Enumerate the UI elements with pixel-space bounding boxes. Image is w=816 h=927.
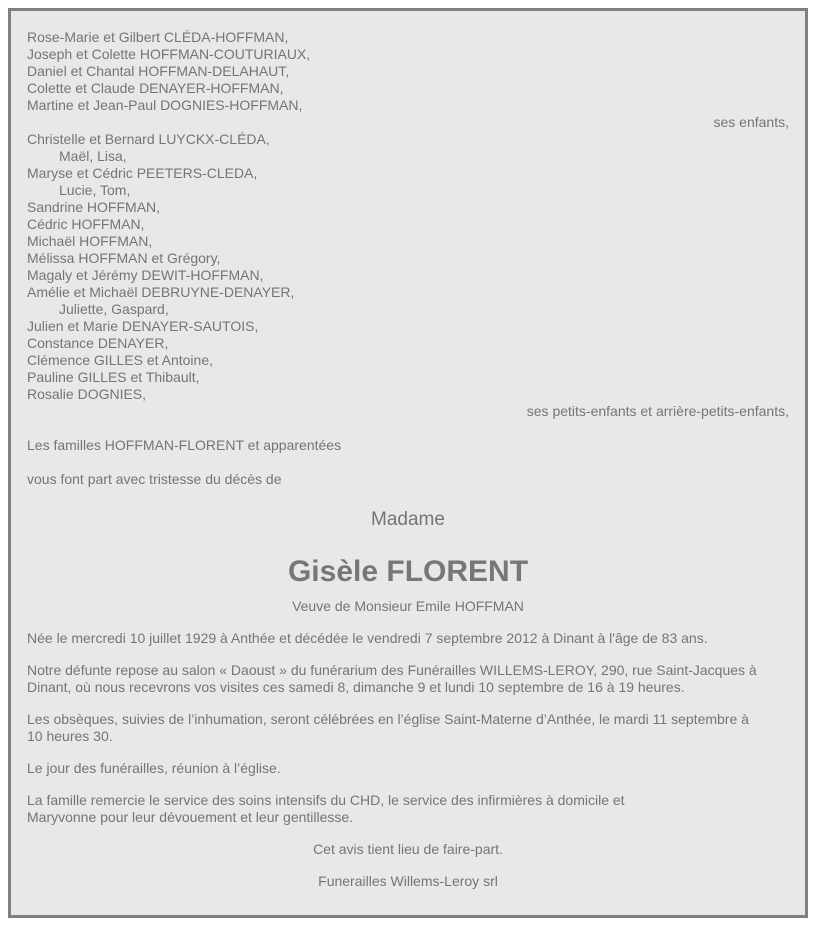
meeting-line: Le jour des funérailles, réunion à l’église. [27,760,281,776]
obituary-content [27,29,789,890]
repose-line: Dinant, où nous recevrons vos visites ces samedi 8, dimanche 9 et lundi 10 septembre de 16 à 19 heures. [27,679,685,695]
widow-of-line: Veuve de Monsieur Emile HOFFMAN [292,598,524,614]
grandchild-entry: Sandrine HOFFMAN, [27,199,161,215]
spacer [27,420,789,437]
grandchild-entry: Clémence GILLES et Antoine, [27,352,213,368]
grandchild-entry: Maryse et Cédric PEETERS-CLEDA, [27,165,258,181]
spacer [27,826,789,841]
funeral-line: Les obsèques, suivies de l’inhumation, seront célébrées en l’église Saint-Materne d’Anthée, le mardi 11 septembre à [27,711,749,727]
repose-paragraph [27,662,789,696]
child-entry: Rose-Marie et Gilbert CLÉDA-HOFFMAN, [27,29,289,45]
grandchild-entry: Magaly et Jérémy DEWIT-HOFFMAN, [27,267,264,283]
grandchild-entry: Michaël HOFFMAN, [27,233,153,249]
announcement-line: vous font part avec tristesse du décès de [27,471,282,487]
notice-note: Cet avis tient lieu de faire-part. [313,841,503,857]
great-grandchild-entry: Juliette, Gaspard, [59,301,169,317]
thanks-line: Maryvonne pour leur dévouement et leur gentillesse. [27,809,354,825]
families-line: Les familles HOFFMAN-FLORENT et apparentées [27,437,342,453]
grandchild-entry: Constance DENAYER, [27,335,169,351]
spacer [27,589,789,598]
child-entry: Colette et Claude DENAYER-HOFFMAN, [27,80,284,96]
grandchild-entry: Mélissa HOFFMAN et Grégory, [27,250,221,266]
deceased-name: Gisèle FLORENT [287,555,529,588]
grandchild-entry: Pauline GILLES et Thibault, [27,369,200,385]
child-entry: Joseph et Colette HOFFMAN-COUTURIAUX, [27,46,311,62]
spacer [27,696,789,711]
spacer [27,615,789,630]
birth-death-line: Née le mercredi 10 juillet 1929 à Anthée et décédée le vendredi 7 septembre 2012 à Dinant à l'âge de 83 ans. [27,630,708,646]
spacer [27,745,789,760]
spacer [27,647,789,662]
grandchild-entry: Rosalie DOGNIES, [27,386,147,402]
repose-line: Notre défunte repose au salon « Daoust » du funérarium des Funérailles WILLEMS-LEROY, 290, rue Saint-Jacques à [27,662,757,678]
grandchildren-list [27,131,789,403]
grandchildren-label: ses petits-enfants et arrière-petits-enfants, [526,403,789,419]
obituary-notice-frame [8,8,808,918]
deceased-title: Madame [371,509,445,530]
great-grandchild-entry: Lucie, Tom, [59,182,131,198]
spacer [27,488,789,509]
thanks-paragraph [27,792,789,826]
spacer [27,531,789,555]
grandchild-entry: Christelle et Bernard LUYCKX-CLÉDA, [27,131,270,147]
grandchild-entry: Julien et Marie DENAYER-SAUTOIS, [27,318,259,334]
funeral-paragraph [27,711,789,745]
funeral-home-signature: Funerailles Willems-Leroy srl [318,873,498,889]
grandchild-entry: Cédric HOFFMAN, [27,216,145,232]
children-label: ses enfants, [713,114,789,130]
spacer [27,454,789,471]
child-entry: Daniel et Chantal HOFFMAN-DELAHAUT, [27,63,290,79]
great-grandchild-entry: Maël, Lisa, [59,148,127,164]
children-list [27,29,789,114]
spacer [27,858,789,873]
funeral-line: 10 heures 30. [27,728,113,744]
spacer [27,777,789,792]
child-entry: Martine et Jean-Paul DOGNIES-HOFFMAN, [27,97,303,113]
thanks-line: La famille remercie le service des soins intensifs du CHD, le service des infirmières à domicile et [27,792,625,808]
grandchild-entry: Amélie et Michaël DEBRUYNE-DENAYER, [27,284,295,300]
